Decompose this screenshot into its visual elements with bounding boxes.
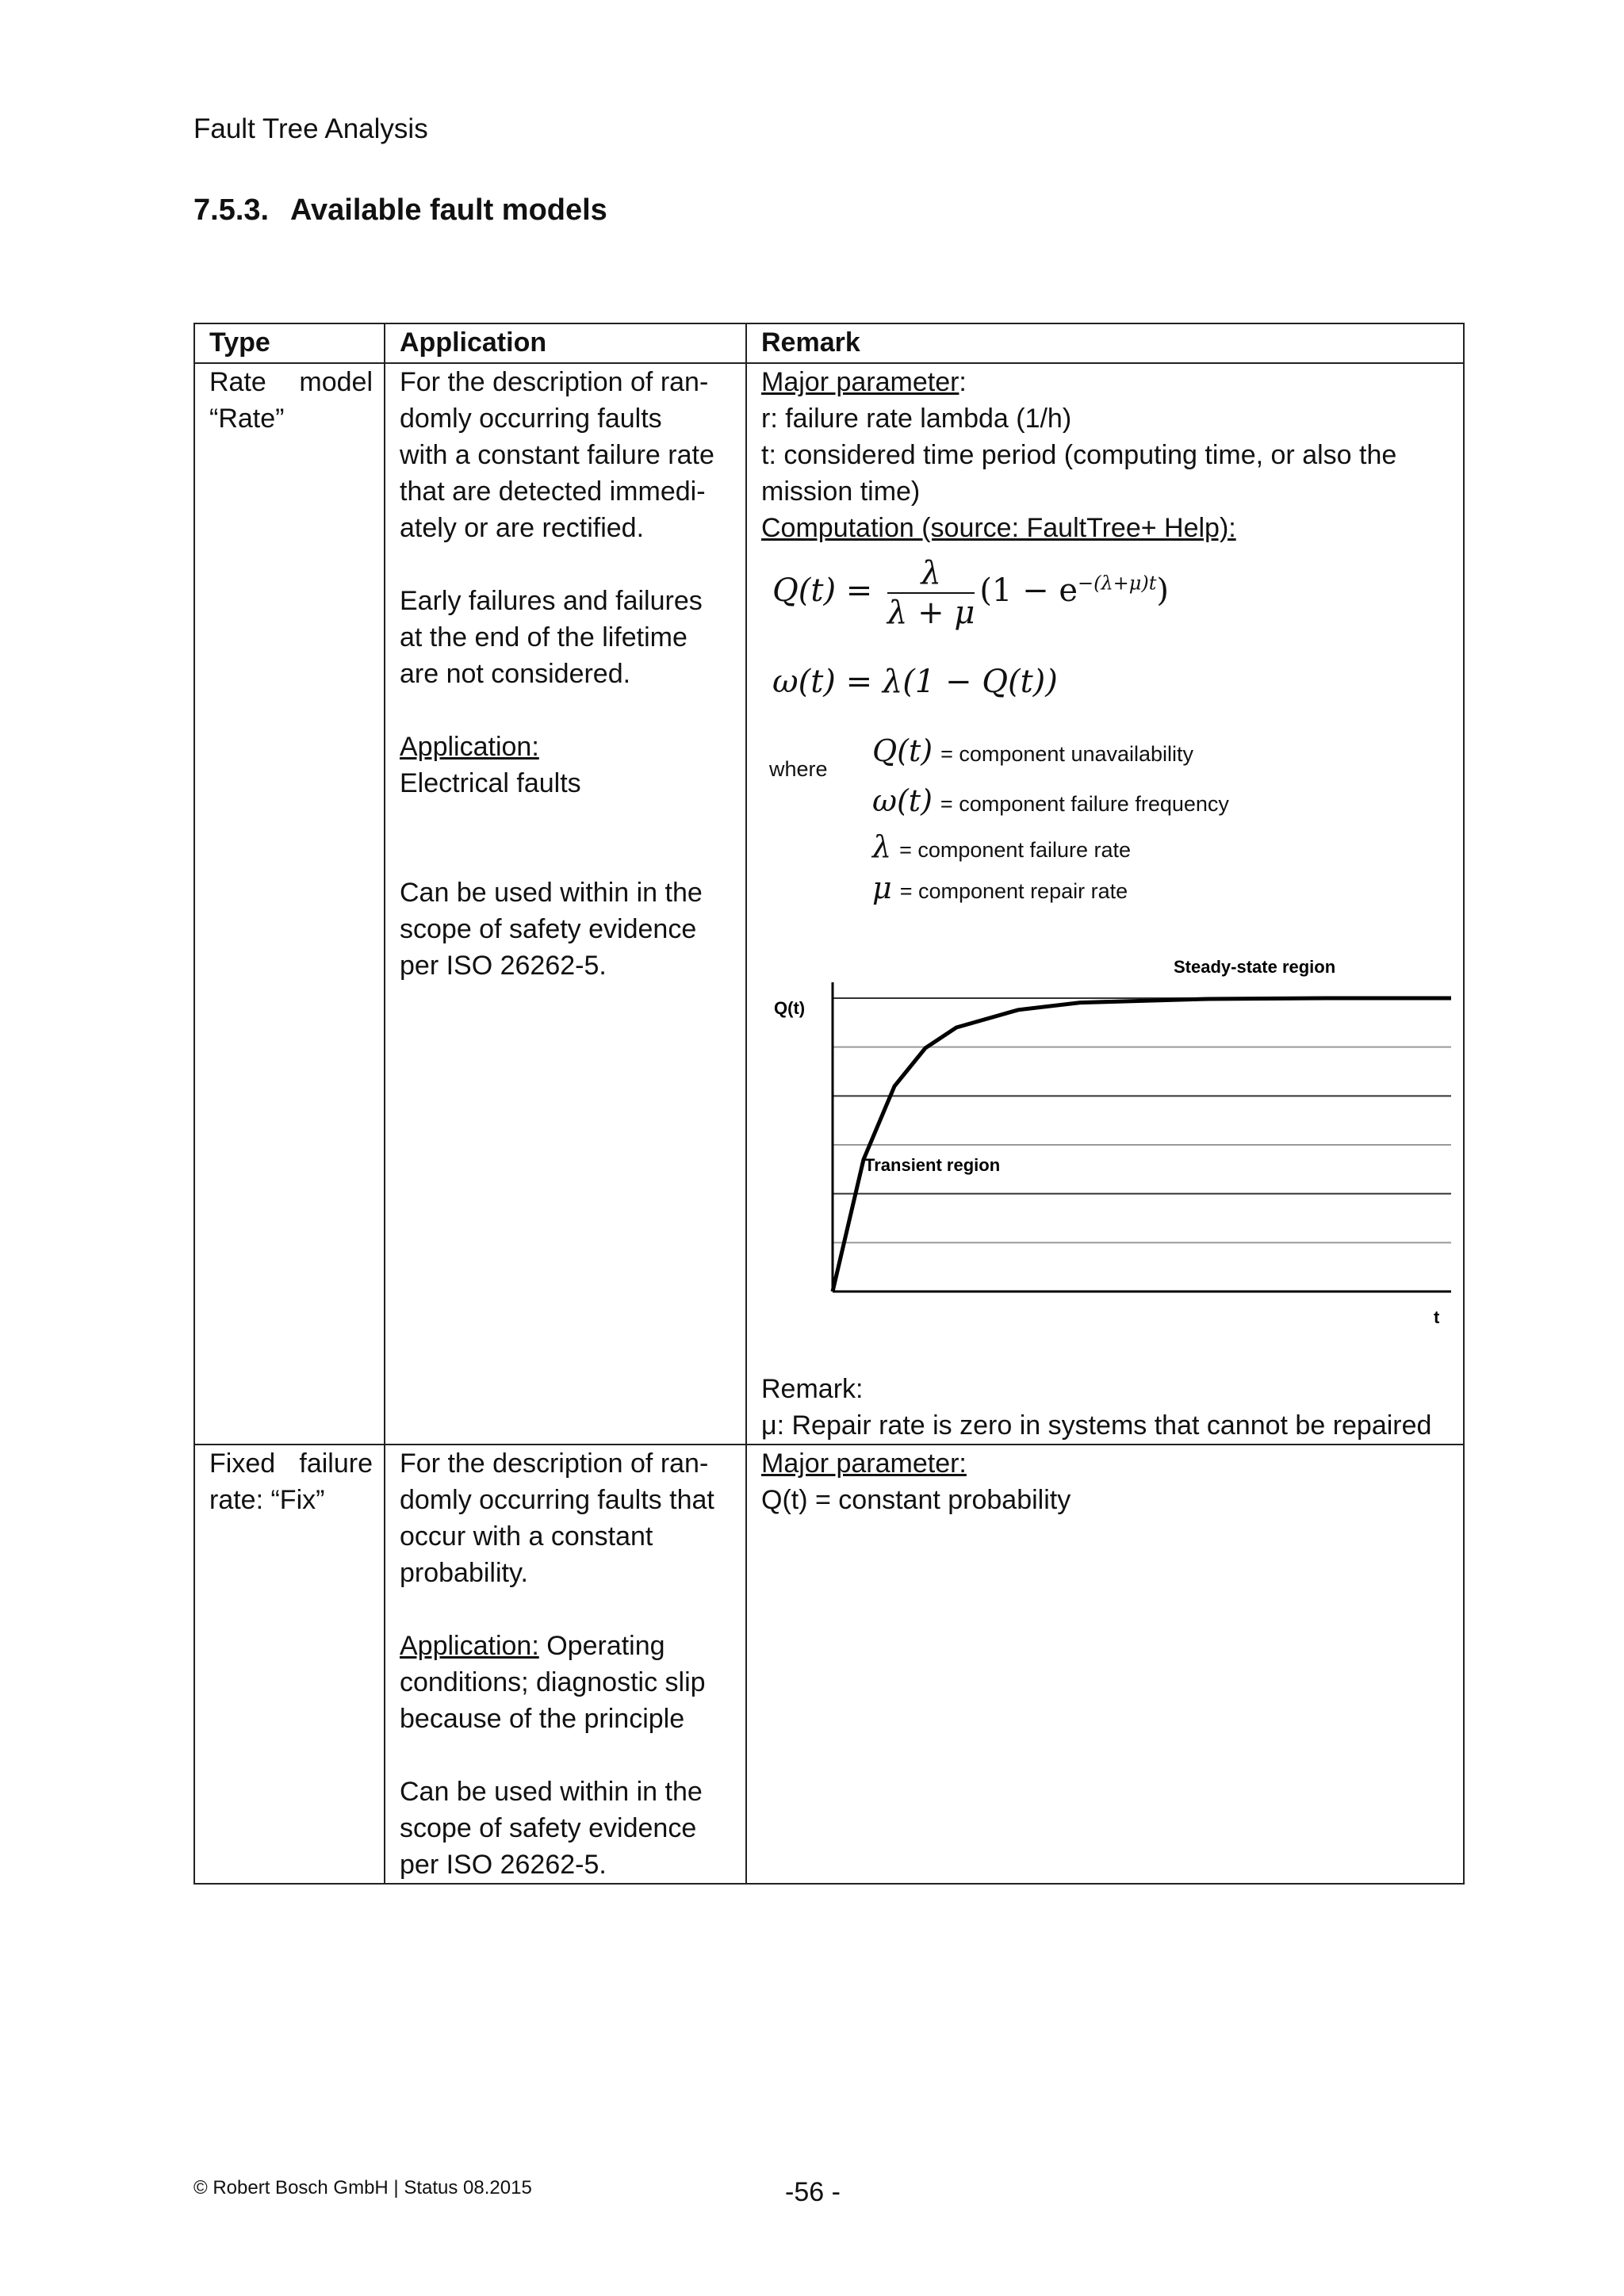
unavailability-formula (772, 554, 1169, 632)
legend-symbol: λ (872, 829, 892, 864)
numerator: λ (887, 554, 975, 594)
text-line: domly occurring faults that (400, 1485, 714, 1515)
application-cell (385, 1445, 746, 1884)
section-number: 7.5.3. (193, 193, 270, 227)
table-row (194, 1445, 1464, 1884)
y-axis-label: Q(t) (774, 998, 806, 1018)
type-cell (194, 1445, 385, 1884)
exponent: −(λ+μ)t (1078, 572, 1157, 595)
text-line: For the description of ran- (400, 1448, 709, 1479)
text-line: at the end of the lifetime (400, 622, 688, 652)
text-line: conditions; diagnostic slip (400, 1667, 706, 1697)
fraction (887, 554, 975, 632)
legend-item (872, 783, 1229, 822)
table-header-row (194, 323, 1464, 363)
page-number: -56 - (785, 2177, 841, 2207)
where-label: where (769, 757, 828, 781)
legend-item (872, 828, 1131, 868)
text-line: Can be used within in the (400, 1777, 703, 1807)
text-line: because of the principle (400, 1704, 685, 1734)
remark-cell (746, 363, 1464, 1445)
type-line (209, 1445, 373, 1482)
remark-label: Remark: (761, 1374, 864, 1404)
text-line: are not considered. (400, 659, 631, 689)
remark-cell (746, 1445, 1464, 1884)
section-title (193, 193, 607, 228)
header-application: Application (385, 323, 746, 363)
text-line: probability. (400, 1558, 528, 1588)
legend-item (872, 870, 1128, 909)
remark-mu: μ: Repair rate is zero in systems that cannot be repaired (761, 1410, 1432, 1441)
application-text: Electrical faults (400, 768, 581, 798)
text-line: per ISO 26262-5. (400, 1850, 607, 1880)
type-line (209, 364, 373, 400)
text-line: Early failures and failures (400, 586, 703, 616)
type-word: model (299, 367, 373, 397)
annotation-steady-state: Steady-state region (1174, 957, 1336, 977)
denominator: λ + μ (887, 595, 975, 631)
legend-text: = component unavailability (940, 742, 1194, 766)
page-header: Fault Tree Analysis (193, 113, 428, 144)
text-line: ately or are rectified. (400, 513, 645, 543)
application-label: Application: (400, 1631, 539, 1661)
text-line: domly occurring faults (400, 404, 662, 434)
legend-symbol: Q(t) (872, 733, 933, 768)
formula-area (761, 546, 1452, 1371)
major-parameter-label: Major parameter (761, 367, 959, 397)
text-line: with a constant failure rate (400, 440, 714, 470)
parameter-q: Q(t) = constant probability (761, 1485, 1071, 1515)
header-remark: Remark (746, 323, 1464, 363)
type-word: Rate (209, 367, 266, 397)
text-line: Can be used within in the (400, 878, 703, 908)
application-line (400, 1628, 734, 1664)
text-line: that are detected immedi- (400, 476, 706, 507)
fault-models-table (193, 323, 1465, 1885)
x-axis-label: t (1434, 1307, 1440, 1327)
major-parameter-label: Major parameter: (761, 1448, 967, 1479)
parameter-r: r: failure rate lambda (1/h) (761, 404, 1072, 434)
parameter-t: t: considered time period (computing time, or also the mission time) (761, 440, 1397, 507)
text-line: scope of safety evidence (400, 1813, 697, 1843)
legend-symbol: μ (872, 871, 892, 905)
type-cell (194, 363, 385, 1445)
legend-text: = component failure frequency (940, 792, 1229, 816)
type-name: “Rate” (209, 404, 285, 434)
major-parameter-line (761, 364, 1452, 400)
section-heading: Available fault models (290, 193, 607, 227)
paren: ) (1156, 572, 1170, 609)
header-type: Type (194, 323, 385, 363)
table-row (194, 363, 1464, 1445)
application-text: Operating (538, 1631, 665, 1661)
type-word: Fixed (209, 1448, 276, 1479)
text-line: occur with a constant (400, 1521, 653, 1552)
text-line: per ISO 26262-5. (400, 951, 607, 981)
legend-item (872, 733, 1193, 772)
application-label: Application: (400, 732, 539, 762)
availability-chart (761, 951, 1459, 1331)
computation-label: Computation (source: FaultTree+ Help): (761, 513, 1236, 543)
footer-copyright: © Robert Bosch GmbH | Status 08.2015 (193, 2177, 532, 2198)
formula-lhs: Q(t) = (772, 572, 873, 609)
legend-text: = component repair rate (899, 879, 1128, 903)
type-name: rate: “Fix” (209, 1485, 325, 1515)
annotation-transient: Transient region (864, 1155, 1001, 1175)
colon: : (959, 367, 967, 397)
text-line: scope of safety evidence (400, 914, 697, 944)
frequency-formula: ω(t) = λ(1 − Q(t)) (772, 664, 1058, 700)
type-word: failure (299, 1448, 373, 1479)
legend-symbol: ω(t) (872, 783, 933, 818)
legend-text: = component failure rate (899, 838, 1132, 862)
formula-rhs: (1 − e (979, 572, 1078, 609)
text-line: For the description of ran- (400, 367, 709, 397)
application-cell (385, 363, 746, 1445)
